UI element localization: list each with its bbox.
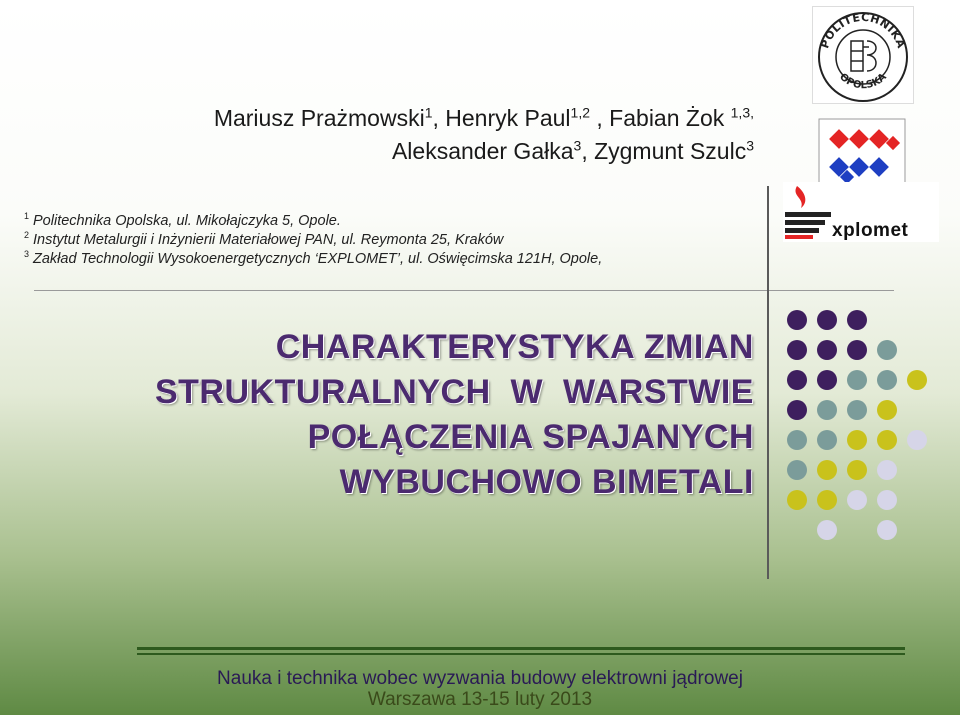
author-sup: 3 (746, 137, 754, 154)
vertical-divider (767, 186, 769, 579)
title-line: WYBUCHOWO BIMETALI (339, 463, 754, 501)
author-sup: 1,2 (570, 104, 591, 121)
decorative-dot (817, 490, 837, 510)
authors-line-2 (214, 135, 754, 168)
affiliation-1 (24, 212, 602, 231)
author-name: , Henryk Paul (432, 105, 571, 131)
decorative-dot (847, 460, 867, 480)
decorative-dot (877, 430, 897, 450)
affiliation-2 (24, 231, 602, 250)
decorative-dot (877, 400, 897, 420)
decorative-dot (847, 340, 867, 360)
decorative-dot (847, 310, 867, 330)
footer-conference: Nauka i technika wobec wyzwania budowy elektrowni jądrowej (217, 668, 743, 689)
decorative-dot (847, 490, 867, 510)
decorative-dot (817, 430, 837, 450)
decorative-dot (787, 310, 807, 330)
author-name: , Fabian Żok (590, 105, 731, 131)
author-name: Mariusz Prażmowski (213, 105, 425, 131)
decorative-dot (847, 400, 867, 420)
decorative-dot (907, 370, 927, 390)
decorative-dot (787, 430, 807, 450)
decorative-dot (877, 490, 897, 510)
decorative-dot (817, 400, 837, 420)
decorative-dot (877, 340, 897, 360)
affiliation-text: Politechnika Opolska, ul. Mikołajczyka 5, Opole. (33, 213, 341, 229)
logo-text-top: POLITECHNIKA (818, 10, 908, 51)
affiliations (24, 212, 602, 269)
decorative-dot (817, 370, 837, 390)
politechnika-opolska-logo (812, 6, 914, 104)
decorative-dot (877, 370, 897, 390)
authors-line-1 (214, 102, 754, 135)
decorative-dot (847, 430, 867, 450)
affiliation-num: 2 (24, 230, 30, 241)
footer-rule (137, 647, 905, 650)
svg-text:OPOLSKA (837, 71, 889, 91)
decorative-dot (787, 400, 807, 420)
author-sup: 1,3, (730, 104, 754, 121)
decorative-dot (787, 370, 807, 390)
flame-icon (795, 186, 805, 208)
affiliation-3 (24, 250, 602, 269)
title-line: CHARAKTERYSTYKA ZMIAN (275, 328, 754, 366)
affiliation-num: 1 (24, 211, 30, 222)
author-sup: 3 (573, 137, 582, 154)
decorative-dot (817, 310, 837, 330)
author-name: Aleksander Gałka (391, 138, 574, 164)
authors-block (214, 102, 754, 168)
horizontal-divider (34, 290, 894, 291)
emblem-icon (851, 41, 876, 71)
author-sup: 1 (424, 104, 433, 121)
decorative-dot (847, 370, 867, 390)
decorative-dot (907, 430, 927, 450)
decorative-dot (817, 520, 837, 540)
decorative-dot (877, 460, 897, 480)
footer-date: Warszawa 13-15 luty 2013 (367, 689, 593, 710)
affiliation-text: Instytut Metalurgii i Inżynierii Materiałowej PAN, ul. Reymonta 25, Kraków (33, 232, 504, 248)
author-name: , Zygmunt Szulc (581, 138, 747, 164)
affiliation-num: 3 (24, 249, 30, 260)
title-line: STRUKTURALNYCH W WARSTWIE (154, 373, 754, 411)
explomet-logo-text: xplomet (832, 220, 909, 241)
decorative-dot (817, 340, 837, 360)
decorative-dot (787, 490, 807, 510)
logo-text-bottom: OPOLSKA (837, 71, 889, 92)
title-line: POŁĄCZENIA SPAJANYCH (307, 418, 754, 456)
decorative-dot (787, 460, 807, 480)
presentation-title (155, 325, 754, 505)
decorative-dot (877, 520, 897, 540)
decorative-dot (787, 340, 807, 360)
decorative-dot (817, 460, 837, 480)
affiliation-text: Zakład Technologii Wysokoenergetycznych ‘EXPLOMET’, ul. Oświęcimska 121H, Opole, (33, 251, 603, 267)
footer-rule (137, 653, 905, 655)
